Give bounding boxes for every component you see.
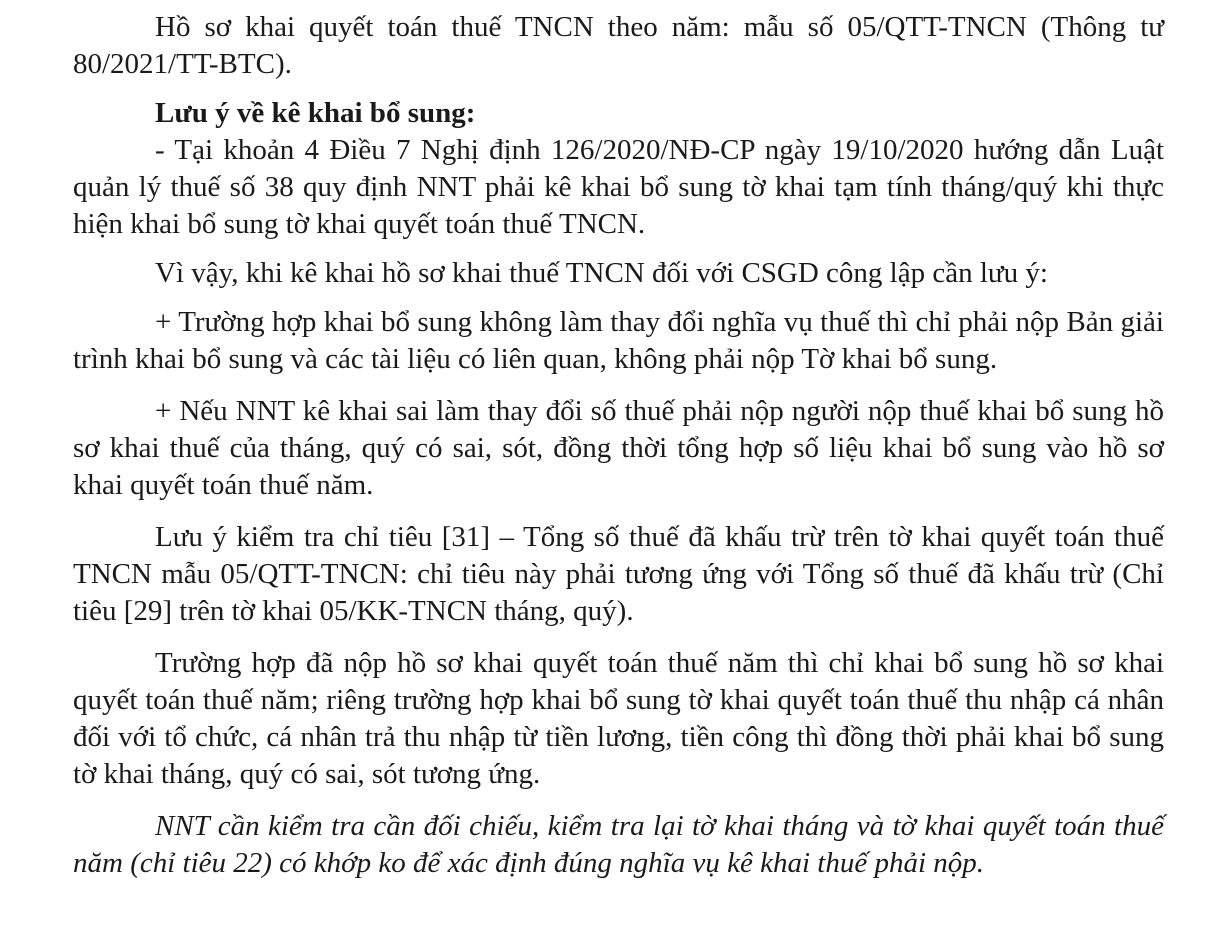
paragraph-case-no-change: + Trường hợp khai bổ sung không làm thay đổi nghĩa vụ thuế thì chỉ phải nộp Bản giải trình khai bổ sung và các tài liệu có liên quan, không phải nộp Tờ khai bổ sung. — [73, 306, 1164, 375]
paragraph-decree-reference: - Tại khoản 4 Điều 7 Nghị định 126/2020/NĐ-CP ngày 19/10/2020 hướng dẫn Luật quản lý thuế số 38 quy định NNT phải kê khai bổ sung tờ khai tạm tính tháng/quý khi thực hiện khai bổ sung tờ khai quyết toán thuế TNCN. — [73, 134, 1164, 240]
paragraph-reconciliation-note: NNT cần kiểm tra cần đối chiếu, kiểm tra lại tờ khai tháng và tờ khai quyết toán thuế năm (chỉ tiêu 22) có khớp ko để xác định đúng nghĩa vụ kê khai thuế phải nộp. — [73, 810, 1164, 879]
section-heading-supplementary: Lưu ý về kê khai bổ sung: — [155, 97, 476, 129]
paragraph-annual-finalization: Trường hợp đã nộp hồ sơ khai quyết toán thuế năm thì chỉ khai bổ sung hồ sơ khai quyết toán thuế năm; riêng trường hợp khai bổ sung tờ khai quyết toán thuế thu nhập cá nhân đối với tổ chức, cá nhân trả thu nhập từ tiền lương, tiền công thì đồng thời phải khai bổ sung tờ khai tháng, quý có sai, sót tương ứng. — [73, 647, 1164, 790]
paragraph-case-change: + Nếu NNT kê khai sai làm thay đổi số thuế phải nộp người nộp thuế khai bổ sung hồ sơ khai thuế của tháng, quý có sai, sót, đồng thời tổng hợp số liệu khai bổ sung vào hồ sơ khai quyết toán thuế năm. — [73, 395, 1164, 501]
paragraph-form-info: Hồ sơ khai quyết toán thuế TNCN theo năm: mẫu số 05/QTT-TNCN (Thông tư 80/2021/TT-BTC). — [73, 11, 1164, 80]
paragraph-therefore: Vì vậy, khi kê khai hồ sơ khai thuế TNCN đối với CSGD công lập cần lưu ý: — [155, 257, 1048, 289]
paragraph-check-indicator-31: Lưu ý kiểm tra chỉ tiêu [31] – Tổng số thuế đã khấu trừ trên tờ khai quyết toán thuế TNCN mẫu 05/QTT-TNCN: chỉ tiêu này phải tương ứng với Tổng số thuế đã khấu trừ (Chỉ tiêu [29] trên tờ khai 05/KK-TNCN tháng, quý). — [73, 521, 1164, 627]
